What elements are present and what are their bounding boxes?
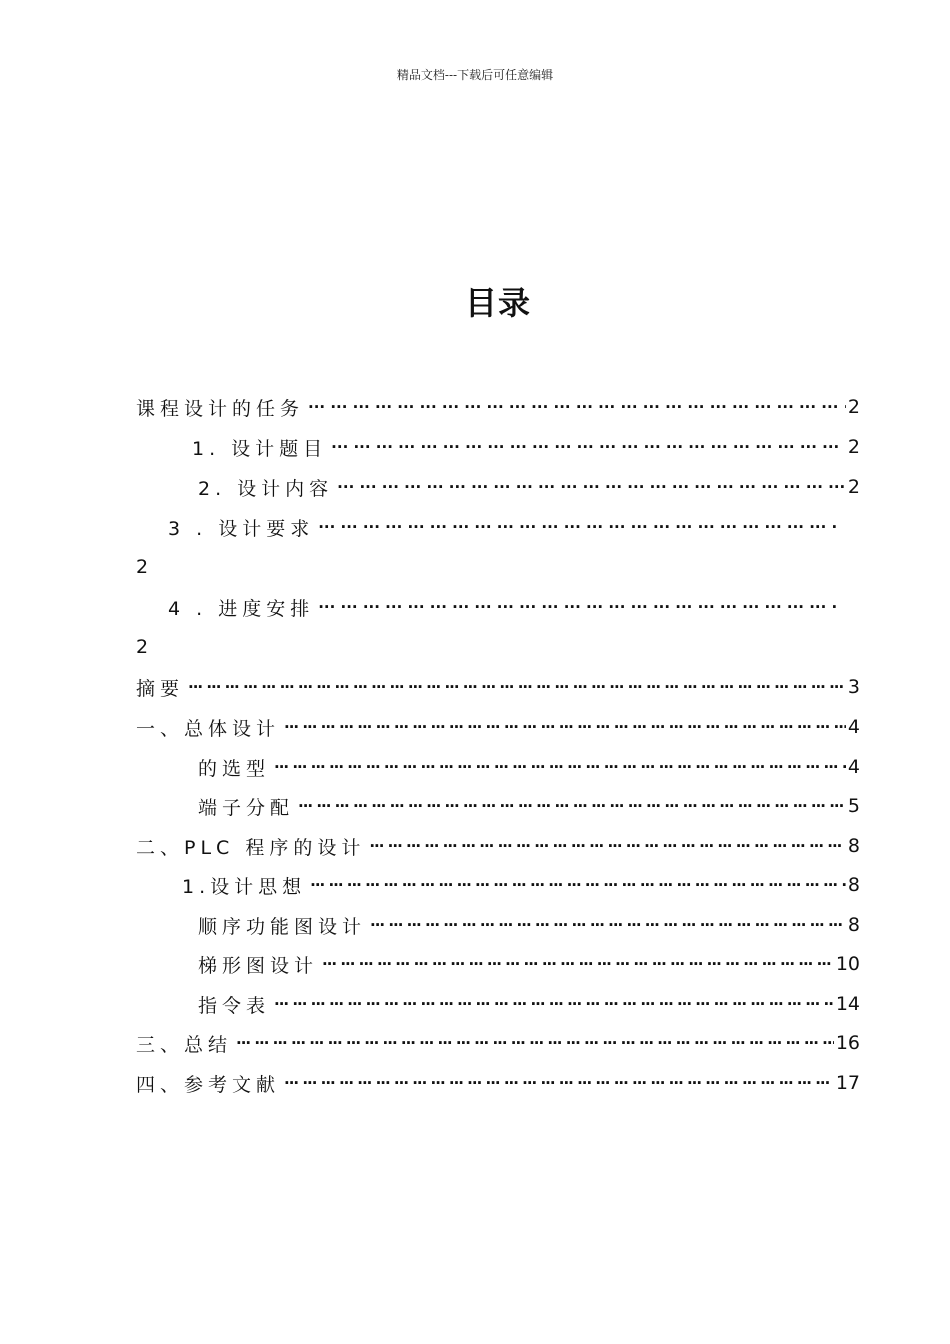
- toc-entry-label: 2. 设计内容: [198, 477, 334, 500]
- toc-leader-dots: [274, 758, 846, 776]
- toc-entry-label: 课程设计的任务: [136, 397, 305, 420]
- toc-entry-overall-design[interactable]: [136, 714, 860, 740]
- toc-entry-sfc-design[interactable]: [198, 912, 860, 938]
- toc-entry-page: 3: [847, 676, 860, 698]
- toc-entry-schedule[interactable]: [168, 594, 838, 620]
- toc-entry-label: 端子分配: [198, 796, 295, 819]
- toc-entry-page: 2: [847, 436, 860, 458]
- toc-leader-dots: [369, 837, 846, 855]
- toc-entry-terminal-allocation[interactable]: [198, 793, 860, 819]
- toc-entry-label: 的选型: [198, 757, 271, 780]
- toc-entry-label: 梯形图设计: [198, 954, 319, 977]
- toc-entry-page: 5: [847, 795, 860, 817]
- toc-leader-dots: [322, 955, 834, 973]
- toc-entry-label: 四、参考文献: [136, 1073, 281, 1096]
- toc-entry-label: 二、PLC 程序的设计: [136, 836, 366, 859]
- toc-entry-summary[interactable]: [136, 1030, 860, 1056]
- toc-leader-dots: [318, 518, 836, 536]
- toc-entry-page: 17: [835, 1072, 860, 1094]
- toc-entry-design-content[interactable]: [198, 474, 860, 500]
- toc-entry-label: 4 . 进度安排: [168, 597, 315, 620]
- toc-leader-dots: [331, 438, 846, 456]
- toc-leader-dots: [308, 398, 846, 416]
- page-header: 精品文档---下载后可任意编辑: [396, 68, 554, 82]
- toc-entry-course-task[interactable]: [136, 394, 860, 420]
- toc-leader-dots: [284, 718, 846, 736]
- toc-entry-design-topic[interactable]: [192, 434, 860, 460]
- toc-entry-page: 16: [835, 1032, 860, 1054]
- toc-entry-label: 1.设计思想: [182, 875, 307, 898]
- toc-leader-dots: [236, 1034, 834, 1052]
- toc-leader-dots: [370, 916, 846, 934]
- page-title: 目录: [464, 284, 531, 322]
- toc-leader-dots: [188, 678, 846, 696]
- toc-entry-page: 2: [136, 636, 149, 658]
- toc-entry-label: 摘要: [136, 677, 185, 700]
- toc-entry-label: 三、总结: [136, 1033, 233, 1056]
- toc-entry-page: 8: [847, 914, 860, 936]
- toc-entry-label: 顺序功能图设计: [198, 915, 367, 938]
- toc-entry-label: 1. 设计题目: [192, 437, 328, 460]
- toc-entry-page: 4: [847, 756, 860, 778]
- toc-leader-dots: [274, 995, 834, 1013]
- toc-entry-page: 10: [835, 953, 860, 975]
- toc-entry-page: 2: [847, 476, 860, 498]
- toc-entry-abstract[interactable]: [136, 674, 860, 700]
- toc-entry-page: 2: [136, 556, 149, 578]
- toc-entry-design-idea[interactable]: [182, 872, 860, 898]
- toc-leader-dots: [298, 797, 846, 815]
- toc-leader-dots: [318, 598, 836, 616]
- toc-entry-label: 3 . 设计要求: [168, 517, 315, 540]
- toc-entry-label: 指令表: [198, 994, 271, 1017]
- toc-leader-dots: [337, 478, 846, 496]
- toc-leader-dots: [284, 1074, 834, 1092]
- toc-entry-page: 2: [847, 396, 860, 418]
- toc-entry-ladder-design[interactable]: [198, 951, 860, 977]
- toc-entry-page: 8: [847, 835, 860, 857]
- toc-entry-label: 一、总体设计: [136, 717, 281, 740]
- toc-entry-design-requirements[interactable]: [168, 514, 838, 540]
- toc-entry-plc-program-design[interactable]: [136, 833, 860, 859]
- toc-entry-references[interactable]: [136, 1070, 860, 1096]
- toc-entry-page: 14: [835, 993, 860, 1015]
- toc-entry-selection[interactable]: [198, 754, 860, 780]
- toc-entry-page: 8: [847, 874, 860, 896]
- toc-entry-page: 4: [847, 716, 860, 738]
- toc-entry-instruction-list[interactable]: [198, 991, 860, 1017]
- toc-leader-dots: [310, 876, 846, 894]
